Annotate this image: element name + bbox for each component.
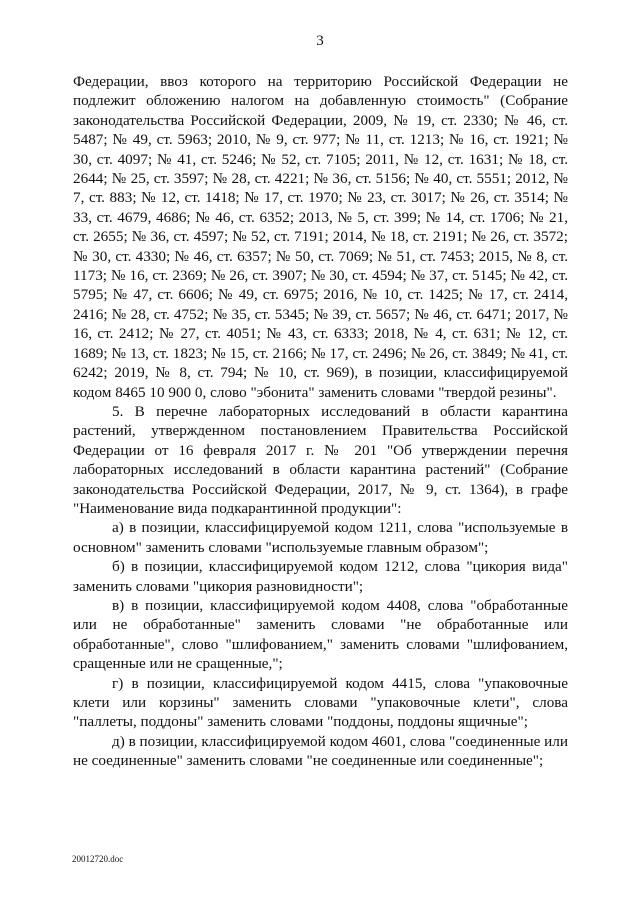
paragraph-subitem-g: г) в позиции, классифицируемой кодом 4415, слова "упаковочные клети или корзины" заменить словами "упаковочные клети", слова "паллеты, поддоны" заменить словами "поддоны, поддоны ящичные"; — [73, 674, 568, 731]
paragraph-subitem-b: б) в позиции, классифицируемой кодом 1212, слова "цикория вида" заменить словами "цикория разновидности"; — [73, 558, 568, 595]
paragraph-item-5: 5. В перечне лабораторных исследований в области карантина растений, утвержденном постановлением Правительства Российской Федерации от 16 февраля 2017 г. № 201 "Об утверждении перечня лабораторных исследований в области карантина растений" (Собрание законодательства Российской Федерации, 2017, № 9, ст. 1364), в графе "Наименование вида подкарантинной продукции": — [73, 402, 568, 517]
paragraph-continuation: Федерации, ввоз которого на территорию Российской Федерации не подлежит обложению налогом на добавленную стоимость" (Собрание законодательства Российской Федерации, 2009, № 19, ст. 2330; № 46, ст. 5487; № 49, ст. 5963; 2010, № 9, ст. 977; № 11, ст. 1213; № 16, ст. 1921; № 30, ст. 4097; № 41, ст. 5246; № 52, ст. 7105; 2011, № 12, ст. 1631; № 18, ст. 2644; № 25, ст. 3597; № 28, ст. 4221; № 36, ст. 5156; № 40, ст. 5551; 2012, № 7, ст. 883; № 12, ст. 1418; № 17, ст. 1970; № 23, ст. 3017; № 26, ст. 3514; № 33, ст. 4679, 4686; № 46, ст. 6352; 2013, № 5, ст. 399; № 14, ст. 1706; № 21, ст. 2655; № 36, ст. 4597; № 52, ст. 7191; 2014, № 18, ст. 2191; № 26, ст. 3572; № 30, ст. 4330; № 46, ст. 6357; № 50, ст. 7069; № 51, ст. 7453; 2015, № 8, ст. 1173; № 16, ст. 2369; № 26, ст. 3907; № 30, ст. 4594; № 37, ст. 5145; № 42, ст. 5795; № 47, ст. 6606; № 49, ст. 6975; 2016, № 10, ст. 1425; № 17, ст. 2414, 2416; № 28, ст. 4752; № 35, ст. 5345; № 39, ст. 5657; № 46, ст. 6471; 2017, № 16, ст. 2412; № 27, ст. 4051; № 43, ст. 6333; 2018, № 4, ст. 631; № 12, ст. 1689; № 13, ст. 1823; № 15, ст. 2166; № 17, ст. 2496; № 26, ст. 3849; № 41, ст. 6242; 2019, № 8, ст. 794; № 10, ст. 969), в позиции, классифицируемой кодом 8465 10 900 0, слово "эбонита" заменить словами "твердой резины". — [73, 73, 568, 401]
document-body — [73, 72, 568, 771]
file-name-footer: 20012720.doc — [72, 854, 124, 864]
paragraph-subitem-v: в) в позиции, классифицируемой кодом 4408, слова "обработанные или не обработанные" заменить словами "не обработанные или обработанные", слово "шлифованием," заменить словами "шлифованием, сращенные или не сращенные,"; — [73, 596, 568, 673]
page-number: 3 — [316, 33, 324, 49]
paragraph-subitem-d: д) в позиции, классифицируемой кодом 4601, слова "соединенные или не соединенные" заменить словами "не соединенные или соединенные"; — [73, 732, 568, 770]
paragraph-subitem-a: а) в позиции, классифицируемой кодом 1211, слова "используемые в основном" заменить словами "используемые главным образом"; — [73, 519, 568, 556]
